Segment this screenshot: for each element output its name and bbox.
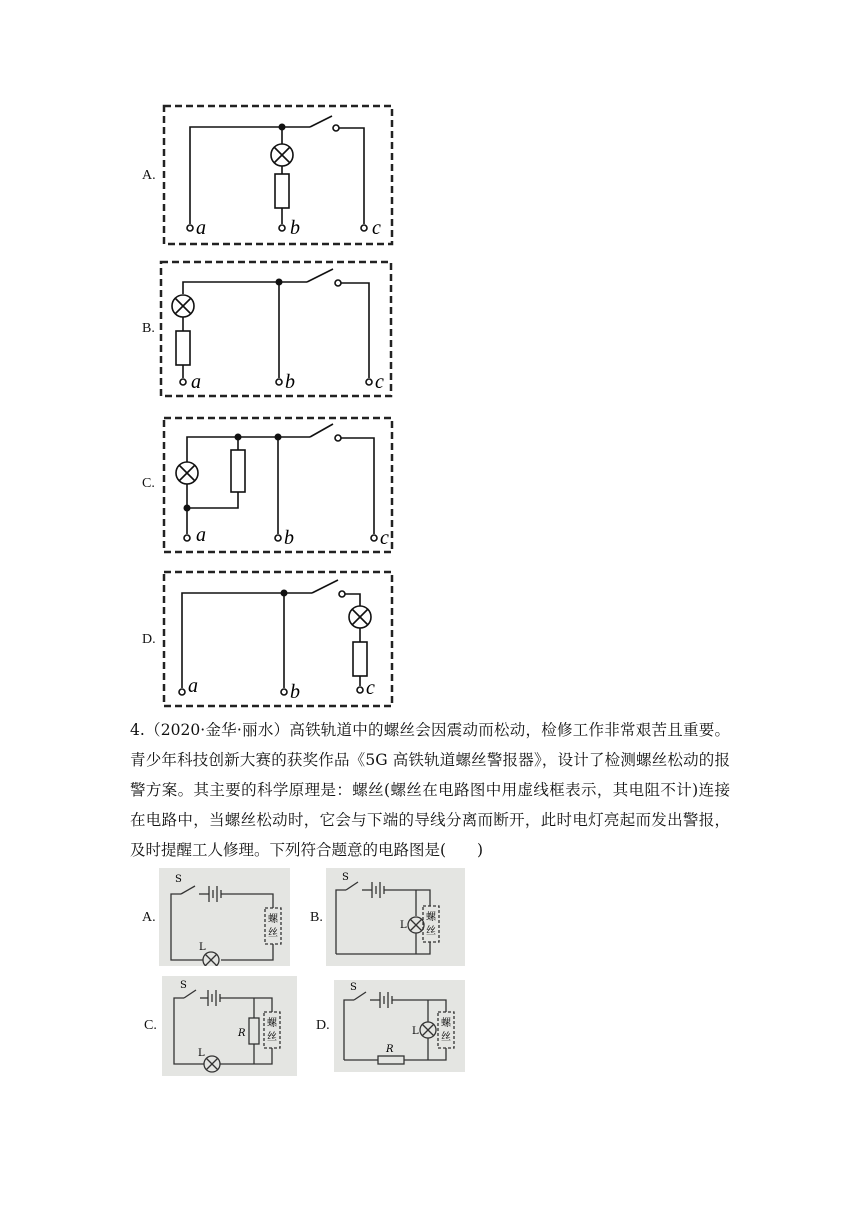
lamp-l-label: L [412,1026,419,1037]
terminal-a-label: a [191,371,201,393]
screw-label-bottom: 丝 [426,926,436,937]
lamp-l-label: L [199,942,206,953]
photo-circuit-c [162,976,297,1076]
switch-s-label: S [342,872,349,883]
switch-s-label: S [175,874,182,885]
terminal-c-label: c [375,371,384,393]
option-d-label: D. [142,632,156,647]
photo-option-b-label: B. [310,910,323,925]
photo-circuit-d [334,980,465,1072]
lamp-l-label: L [198,1048,205,1059]
terminal-c-label: c [372,217,381,239]
photo-circuit-b [326,868,465,966]
terminal-b-label: b [290,681,300,703]
resistor-r-label: R [238,1028,246,1039]
switch-s-label: S [180,980,187,991]
photo-option-d-label: D. [316,1018,330,1033]
lamp-l-label: L [400,920,407,931]
option-c-label: C. [142,476,155,491]
screw-label-top: 螺 [441,1018,451,1029]
screw-label-top: 螺 [426,912,436,923]
circuit-diagram-c [160,414,400,556]
screw-label-bottom: 丝 [267,1032,277,1043]
resistor-r-label: R [386,1044,394,1055]
screw-label-top: 螺 [267,1018,277,1029]
terminal-b-label: b [285,371,295,393]
terminal-a-label: a [196,524,206,546]
photo-option-c-label: C. [144,1018,157,1033]
switch-s-label: S [350,982,357,993]
option-b-label: B. [142,321,155,336]
option-a-label: A. [142,168,156,183]
screw-label-top: 螺 [268,914,278,925]
photo-circuit-a [159,868,290,966]
terminal-a-label: a [188,675,198,697]
circuit-diagram-d [160,568,400,710]
terminal-a-label: a [196,217,206,239]
screw-label-bottom: 丝 [268,928,278,939]
screw-label-bottom: 丝 [441,1032,451,1043]
question-4-text: 4.（2020·金华·丽水）高铁轨道中的螺丝会因震动而松动，检修工作非常艰苦且重要。青少年科技创新大赛的获奖作品《5G 高铁轨道螺丝警报器》，设计了检测螺丝松动的报警方案。其主要的科学原理是：螺丝(螺丝在电路图中用虚线框表示，其电阻不计)连接在电路中，当螺丝松动时，它会与下端的导线分离而断开，此时电灯亮起而发出警报，及时提醒工人修理。下列符合题意的电路图是( ) [130,721,730,859]
photo-option-a-label: A. [142,910,156,925]
terminal-b-label: b [290,217,300,239]
terminal-c-label: c [380,527,389,549]
terminal-b-label: b [284,527,294,549]
terminal-c-label: c [366,677,375,699]
circuit-diagram-b [157,258,397,400]
circuit-diagram-a [160,102,400,250]
